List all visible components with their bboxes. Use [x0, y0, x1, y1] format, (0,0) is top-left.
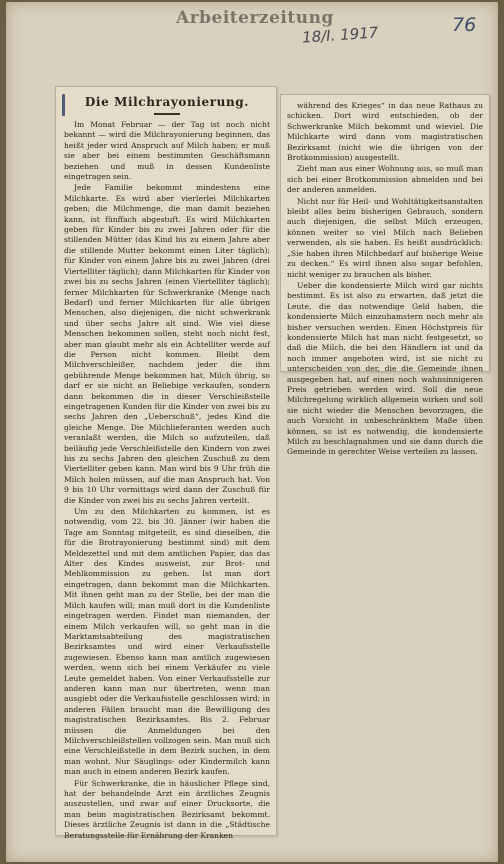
- paragraph: Nicht nur für Heil- und Wohltätigkeitsanstalten bleibt alles beim bisherigen Gebrauch, sondern auch diejenigen, die selbst Milch erzeugen, können weiter so viel Milch nach Belieben verwenden, als sie haben. Es heißt ausdrücklich: „Sie haben ihren Milchbedarf auf bisherige Weise zu decken.“ Es wird ihnen also sogar befohlen, nicht weniger zu brauchen als bisher.: [287, 196, 483, 279]
- clipping-right-column: [280, 94, 490, 457]
- clipping-left-column: [55, 86, 277, 840]
- paragraph: Jede Familie bekommt mindestens eine Milchkarte. Es wird aber vierlerlei Milchkarten geben; die Milchmenge, die man damit beziehen kann, ist fünffach abgestuft. Es wird Milchkarten geben für Kinder bis zu zwei Jahren oder für die stillenden Mütter (das Kind bis zu einem Jahre aber die stillende Mutter bekommt einen Liter täglich); für Kinder von einem Jahre bis zu zwei Jahren (drei Viertelliter täglich); dann Milchkarten für Kinder von zwei bis zu sechs Jahren (einen Viertelliter täglich); ferner Milchkarten für Schwerkranke (Menge nach Bedarf) und ferner Milchkarten für alle übrigen Menschen, also diejenigen, die nicht schwerkrank und über sechs Jahre alt sind. Wie viel diese Menschen bekommen sollen, steht noch nicht fest, aber man glaubt mehr als ein Achtelliter werde auf die Person nicht kommen. Bleibt dem Milchverschleißer, nachdem jeder die ihm gebührende Menge bekommen hat, Milch übrig, so darf er sie nicht an Beliebige verkaufen, sondern dann bekommen die in dieser Verschleißstelle eingetragenen Kunden für die Kinder von zwei bis zu sechs Jahren den „Ueberschuß“, jedes Kind die gleiche Menge. Die Milchlieferanten werden auch veranlaßt werden, die Milch so aufzuteilen, daß beiläufig jede Verschleißstelle den Kindern von zwei bis zu sechs Jahren den gleichen Zuschuß zu dem Viertelliter geben kann. Man wird bis 9 Uhr früh die Milch holen müssen, auf die man Anspruch hat. Von 9 bis 10 Uhr vormittags wird dann der Zuschuß für die Kinder von zwei bis zu sechs Jahren verteilt.: [64, 183, 270, 505]
- title-divider: [154, 113, 180, 115]
- paragraph: Um zu den Milchkarten zu kommen, ist es notwendig, vom 22. bis 30. Jänner (wir haben die Tage am Sonntag mitgeteilt, es sind dieselben, die für die Brotrayonierung bestimmt sind) mit dem Meldezettel und mit dem amtlichen Papier, das das Alter des Kindes ausweist, zur Brot- und Mehlkommission zu gehen. Ist man dort eingetragen, dann bekommt man die Milchkarten. Mit ihnen geht man zu der Stelle, bei der man die Milch kaufen will; man muß dort in die Kundenliste eingetragen werden. Findet man niemanden, der einem Milch verkaufen will, so geht man in die Marktamtsabteilung des magistratischen Bezirksamtes und wird einer Verkaufsstelle zugewiesen. Ebenso kann man amtlich zugewiesen werden, wenn sich bei einem Verkäufer zu viele Leute gemeldet haben. Von einer Verkaufsstelle zur anderen kann man nur übertreten, wenn man ausgiebt oder die Verkaufsstelle geschlossen wird; in anderen Fällen braucht man die Bewilligung des magistratischen Bezirksamtes. Bis 2. Februar müssen die Anmeldungen bei den Milchverschleißstellen vollzogen sein. Man muß sich eine Verschleißstelle in dem Bezirk suchen, in dem man wohnt. Nur Säuglings- oder Kindermilch kann man auch in einem anderen Bezirk kaufen.: [64, 507, 270, 777]
- paragraph: Zieht man aus einer Wohnung aus, so muß man sich bei einer Brotkommission abmelden und bei der anderen anmelden.: [287, 164, 483, 195]
- paragraph: Im Monat Februar — der Tag ist noch nicht bekannt — wird die Milchrayonierung beginnen, das heißt jeder wird Anspruch auf Milch haben; er muß sie aber bei einem bestimmten Geschäftsmann beziehen und muß in dessen Kundenliste eingetragen sein.: [64, 120, 270, 182]
- article-title: Die Milchrayonierung.: [84, 95, 250, 109]
- paragraph: Ueber die kondensierte Milch wird gar nichts bestimmt. Es ist also zu erwarten, daß jetzt die Leute, die das notwendige Geld haben, die kondensierte Milch einzuhamstern noch mehr als bisher versuchen werden. Einen Höchstpreis für kondensierte Milch hat man nicht festgesetzt, so daß die Milch, die bei den Händlern ist und da noch immer angeboten wird, ist sie nicht zu unterscheiden von der, die die Gemeinde ihnen ausgegeben hat, auf einen noch wahnsinnigeren Preis getrieben werden wird. Soll die neue Milchregelung wirklich allgemein wirken und soll sie nicht wieder die Menschen bevorzugen, die auch Vorsicht in unbeschränktem Maße üben können, so ist es notwendig, die kondensierte Milch zu beschlagnahmen und sie dann durch die Gemeinde in gerechter Weise verteilen zu lassen.: [287, 280, 483, 457]
- blue-ink-mark: [62, 94, 65, 116]
- paragraph: während des Krieges“ in das neue Rathaus zu schicken. Dort wird entschieden, ob der Schwerkranke Milch bekommt und wieviel. Die Milchkarte wird dann vom magistratischen Bezirksamt (nicht wie die übrigen von der Brotkommission) ausgestellt.: [287, 101, 483, 163]
- handwritten-date: 18/I. 1917: [301, 23, 379, 47]
- paragraph: Für Schwerkranke, die in häuslicher Pflege sind, hat der behandelnde Arzt ein ärztliches Zeugnis auszustellen, und zwar auf einer Drucksorte, die man beim magistratischen Bezirksamt bekommt. Dieses ärztliche Zeugnis ist dann in die „Städtische Beratungsstelle für Ernährung der Kranken: [64, 778, 270, 840]
- newspaper-name: Arbeiterzeitung: [176, 8, 334, 28]
- page-number: 76: [452, 14, 477, 36]
